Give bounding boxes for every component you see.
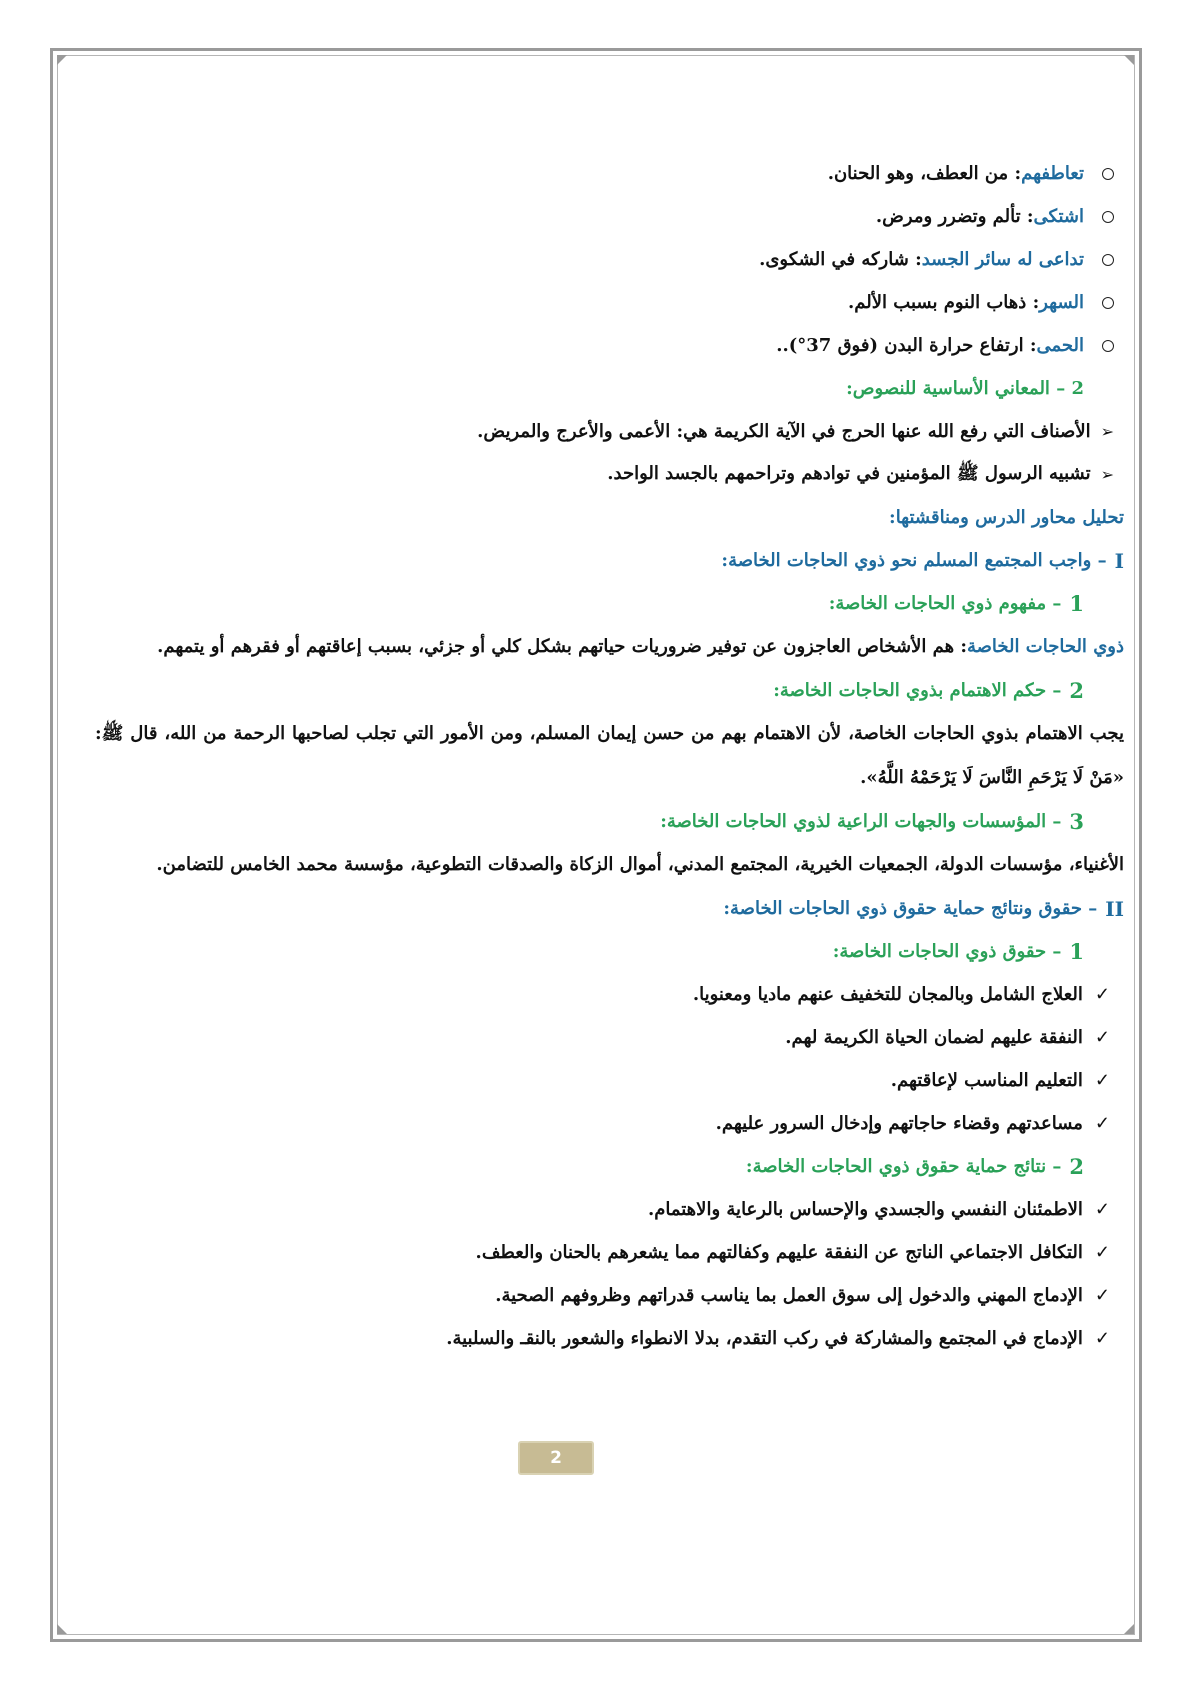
definition-term: الحمى	[1036, 335, 1084, 356]
check-icon: ✓	[1094, 1285, 1110, 1306]
subsection-2-1-heading: 1 – حقوق ذوي الحاجات الخاصة:	[832, 939, 1084, 964]
subsection-1-2-heading: 2 – حكم الاهتمام بذوي الحاجات الخاصة:	[773, 678, 1084, 703]
result-item: ✓ الإدماج في المجتمع والمشاركة في ركب التقدم، بدلا الانطواء والشعور بالنقـ والسلبية.	[446, 1328, 1110, 1349]
definition-item	[95, 281, 1124, 324]
definition-item	[95, 324, 1124, 367]
subsection-2-2-heading: 2 – نتائج حماية حقوق ذوي الحاجات الخاصة:	[745, 1154, 1084, 1179]
definition-item	[95, 195, 1124, 238]
check-icon: ✓	[1094, 1242, 1110, 1263]
institutions-paragraph: الأغنياء، مؤسسات الدولة، الجمعيات الخيرية، المجتمع المدني، أموال الزكاة والصدقات التطوعية، مؤسسة محمد الخامس للتضامن.	[156, 854, 1124, 875]
corner-ornament	[1124, 55, 1134, 65]
definition-term: تداعى له سائر الجسد	[921, 249, 1084, 270]
corner-ornament	[1124, 1624, 1134, 1634]
circle-bullet-icon	[1102, 297, 1114, 309]
check-icon: ✓	[1094, 1199, 1110, 1220]
right-item: ✓ العلاج الشامل وبالمجان للتخفيف عنهم ماديا ومعنويا.	[692, 984, 1110, 1005]
arrow-bullet-icon: ➢	[1100, 422, 1114, 441]
subsection-1-3-heading: 3 – المؤسسات والجهات الراعية لذوي الحاجات الخاصة:	[660, 809, 1084, 834]
subsection-1-1-heading: 1 – مفهوم ذوي الحاجات الخاصة:	[828, 591, 1084, 616]
circle-bullet-icon	[1102, 211, 1114, 223]
right-item: ✓ النفقة عليهم لضمان الحياة الكريمة لهم.	[785, 1027, 1110, 1048]
definition-term: تعاطفهم	[1021, 163, 1084, 184]
section-2-heading: II – حقوق ونتائج حماية حقوق ذوي الحاجات الخاصة:	[723, 896, 1124, 921]
check-icon: ✓	[1094, 1113, 1110, 1134]
meaning-item: ➢ الأصناف التي رفع الله عنها الحرج في الآية الكريمة هي: الأعمى والأعرج والمريض.	[477, 421, 1114, 442]
circle-bullet-icon	[1102, 254, 1114, 266]
definition-item	[95, 152, 1124, 195]
definition-item	[95, 238, 1124, 281]
corner-ornament	[57, 55, 67, 65]
check-icon: ✓	[1094, 1070, 1110, 1091]
analysis-heading: تحليل محاور الدرس ومناقشتها:	[889, 507, 1124, 528]
definition-term: السهر	[1039, 292, 1084, 313]
arrow-bullet-icon: ➢	[1100, 465, 1114, 484]
definition-text: : شاركه في الشكوى.	[759, 249, 922, 270]
check-icon: ✓	[1094, 1328, 1110, 1349]
definition-text: : ذهاب النوم بسبب الألم.	[848, 292, 1040, 313]
check-icon: ✓	[1094, 1027, 1110, 1048]
basic-meanings-heading: 2 – المعاني الأساسية للنصوص:	[846, 378, 1084, 399]
section-1-heading: I – واجب المجتمع المسلم نحو ذوي الحاجات الخاصة:	[721, 548, 1124, 573]
circle-bullet-icon	[1102, 340, 1114, 352]
ruling-paragraph: يجب الاهتمام بذوي الحاجات الخاصة، لأن الاهتمام بهم من حسن إيمان المسلم، ومن الأمور التي تجلب لصاحبها الرحمة من الله، قال ﷺ: «مَنْ لَا يَرْحَمِ النَّاسَ لَا يَرْحَمْهُ اللَّهُ».	[95, 723, 1124, 788]
result-item: ✓ التكافل الاجتماعي الناتج عن النفقة عليهم وكفالتهم مما يشعرهم بالحنان والعطف.	[475, 1242, 1110, 1263]
right-item: ✓ التعليم المناسب لإعاقتهم.	[890, 1070, 1110, 1091]
check-icon: ✓	[1094, 984, 1110, 1005]
definition-text: : تألم وتضرر ومرض.	[875, 206, 1034, 227]
concept-paragraph: ذوي الحاجات الخاصة: هم الأشخاص العاجزون عن توفير ضروريات حياتهم بشكل كلي أو جزئي، بسبب إعاقتهم أو فقرهم أو يتمهم.	[157, 636, 1124, 657]
definition-text: : من العطف، وهو الحنان.	[827, 163, 1022, 184]
page-number-badge: 2	[518, 1441, 594, 1475]
right-item: ✓ مساعدتهم وقضاء حاجاتهم وإدخال السرور عليهم.	[715, 1113, 1110, 1134]
result-item: ✓ الإدماج المهني والدخول إلى سوق العمل بما يناسب قدراتهم وظروفهم الصحية.	[495, 1285, 1110, 1306]
definition-text: : ارتفاع حرارة البدن (فوق 37°)..	[776, 335, 1037, 356]
meaning-item: ➢ تشبيه الرسول ﷺ المؤمنين في توادهم وتراحمهم بالجسد الواحد.	[607, 462, 1114, 484]
page-content	[95, 152, 1124, 1360]
circle-bullet-icon	[1102, 168, 1114, 180]
result-item: ✓ الاطمئنان النفسي والجسدي والإحساس بالرعاية والاهتمام.	[647, 1199, 1110, 1220]
corner-ornament	[57, 1624, 67, 1634]
definition-term: اشتكى	[1033, 206, 1084, 227]
